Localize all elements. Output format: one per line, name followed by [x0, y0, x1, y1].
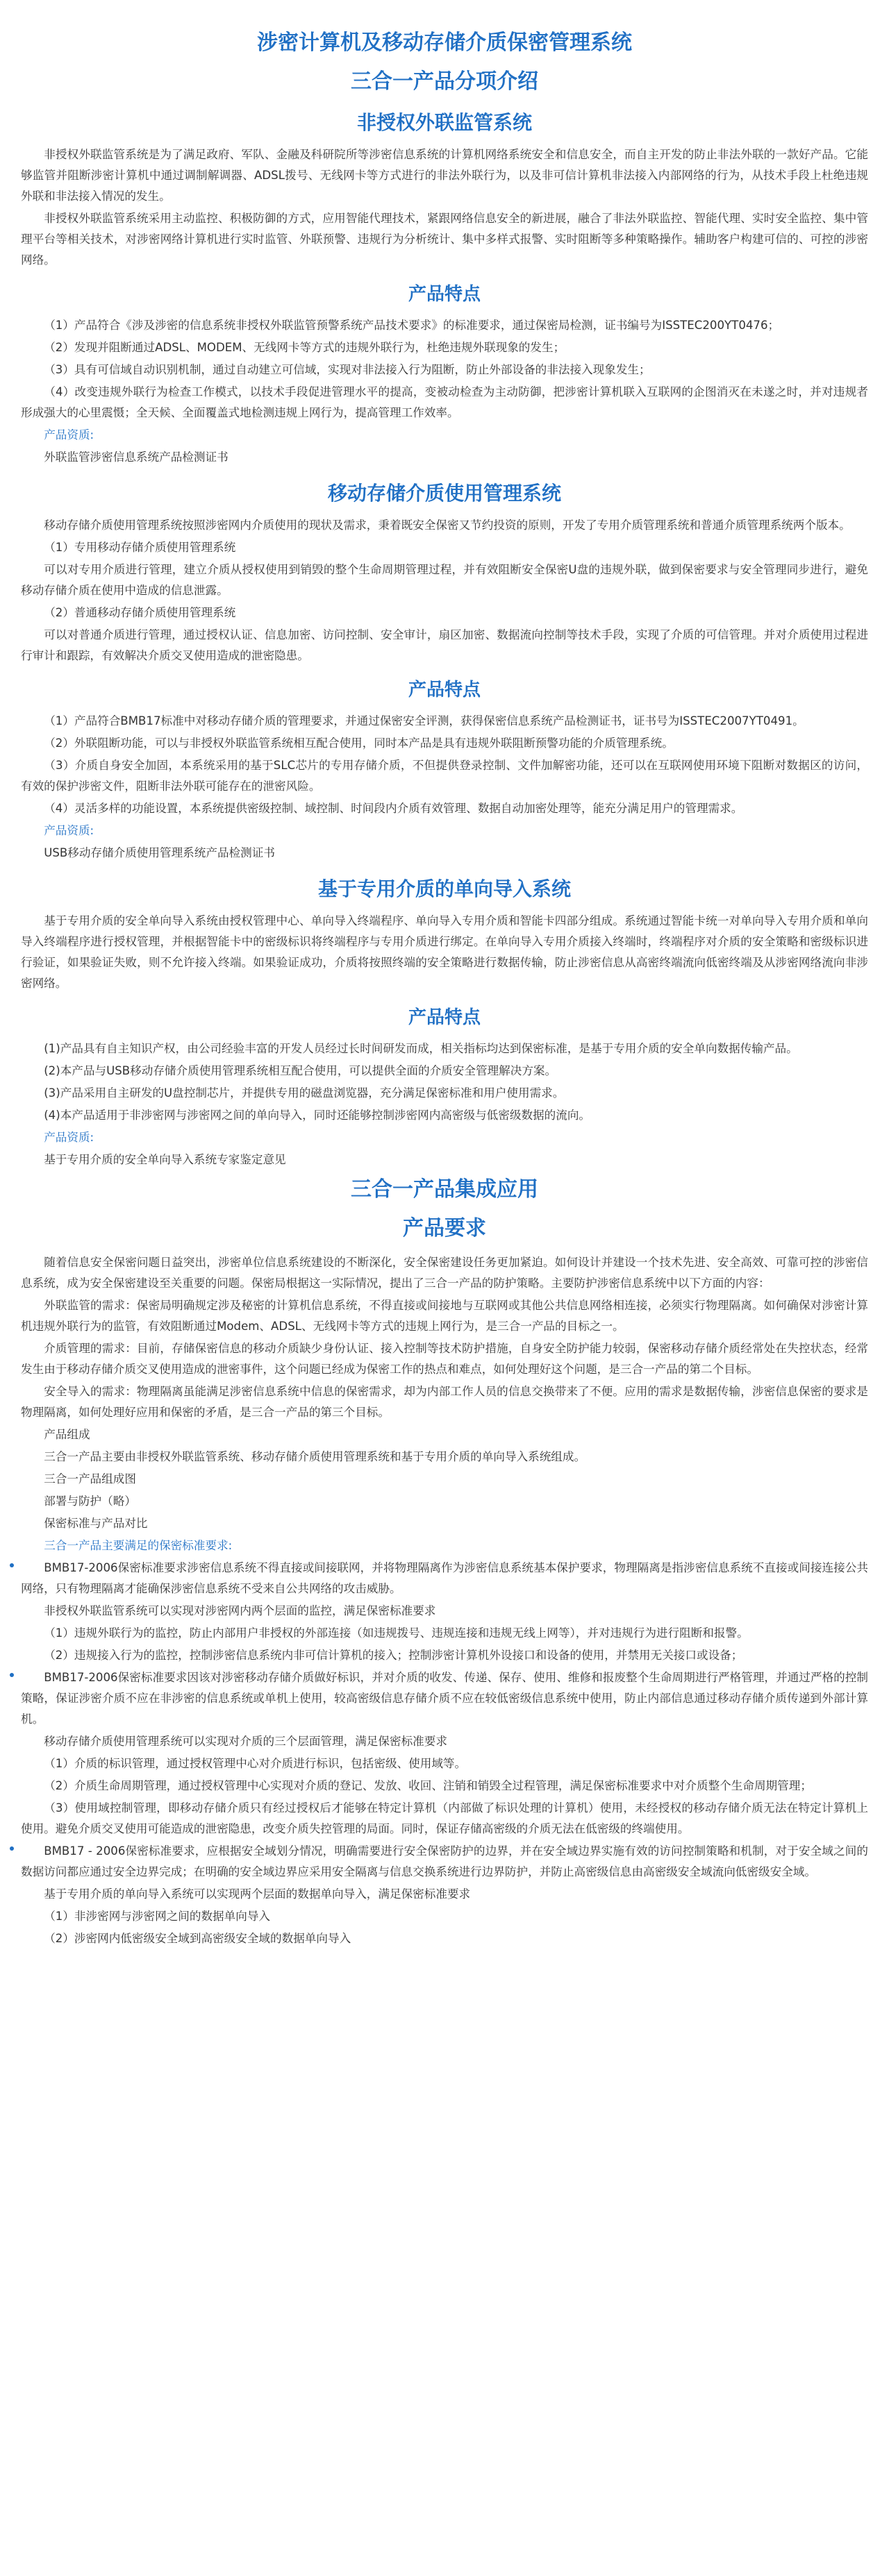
standard-paragraph: 非授权外联监管系统可以实现对涉密网内两个层面的监控，满足保密标准要求 [44, 1604, 436, 1617]
feature-heading: 产品特点 [408, 1007, 481, 1028]
feature-item: （1）产品符合《涉及涉密的信息系统非授权外联监管预警系统产品技术要求》的标准要求，通过保密局检测，证书编号为ISSTEC200YT0476； [44, 319, 780, 332]
paragraph: 随着信息安全保密问题日益突出，涉密单位信息系统建设的不断深化，安全保密建设任务更加紧迫。如何设计并建设一个技术先进、安全高效、可靠可控的涉密信息系统，成为安全保密建设至关重要的问题。保密局根据这一实际情况，提出了三合一产品的防护策略。主要防护涉密信息系统中以下方面的内容： [21, 1256, 868, 1290]
qualification-text: 外联监管涉密信息系统产品检测证书 [44, 451, 229, 464]
standard-paragraph: （2）涉密网内低密级安全域到高密级安全域的数据单向导入 [44, 1932, 351, 1945]
feature-item: （3）介质自身安全加固，本系统采用的基于SLC芯片的专用存储介质，不但提供登录控制、文件加解密功能，还可以在互联网使用环境下阻断对数据区的访问，有效的保护涉密文件，阻断非法外联可能存在的泄密风险。 [21, 759, 868, 793]
paragraph: 可以对普通介质进行管理，通过授权认证、信息加密、访问控制、安全审计，扇区加密、数据流向控制等技术手段，实现了介质的可信管理。并对介质使用过程进行审计和跟踪，有效解决介质交叉使用造成的泄密隐患。 [21, 628, 868, 662]
section-heading-external-monitor: 非授权外联监管系统 [356, 111, 532, 134]
standard-paragraph: 基于专用介质的单向导入系统可以实现两个层面的数据单向导入，满足保密标准要求 [44, 1887, 471, 1901]
feature-item: （4）改变违规外联行为检查工作模式，以技术手段促进管理水平的提高，变被动检查为主动防御，把涉密计算机联入互联网的企图消灭在未遂之时，并对违规者形成强大的心里震慑；全天候、全面覆盖式地检测违规上网行为，提高管理工作效率。 [21, 385, 868, 419]
version-label: （2）普通移动存储介质使用管理系统 [44, 606, 236, 619]
paragraph: 基于专用介质的安全单向导入系统由授权管理中心、单向导入终端程序、单向导入专用介质和智能卡四部分组成。系统通过智能卡统一对单向导入专用介质和单向导入终端程序进行授权管理，并根据智能卡中的密级标识将终端程序与专用介质进行绑定。在单向导入专用介质接入终端时，终端程序对介质的安全策略和密级标识进行验证，如果验证失败，则不允许接入终端。如果验证成功，介质将按照终端的安全策略进行数据传输，防止涉密信息从高密终端流向低密终端及从涉密网络流向非涉密网络。 [21, 914, 868, 990]
line-item: 三合一产品主要由非授权外联监管系统、移动存储介质使用管理系统和基于专用介质的单向导入系统组成。 [44, 1450, 586, 1463]
standard-paragraph: （1）介质的标识管理，通过授权管理中心对介质进行标识，包括密级、使用域等。 [44, 1757, 467, 1770]
qualification-text: 基于专用介质的安全单向导入系统专家鉴定意见 [44, 1153, 286, 1166]
section-heading-integration: 三合一产品集成应用 [351, 1177, 538, 1202]
standard-paragraph: BMB17 - 2006保密标准要求，应根据安全域划分情况，明确需要进行安全保密防护的边界，并在安全域边界实施有效的访问控制策略和机制，对于安全域之间的数据访问都应通过安全边界完成；在明确的安全域边界应采用安全隔离与信息交换系统进行边界防护，并防止高密级信息由高密级安全域流向低密级安全域。 [21, 1841, 868, 1883]
feature-item: （3）具有可信域自动识别机制，通过自动建立可信域，实现对非法接入行为阻断，防止外部设备的非法接入现象发生； [44, 363, 651, 376]
feature-item: (4)本产品适用于非涉密网与涉密网之间的单向导入，同时还能够控制涉密网内高密级与低密级数据的流向。 [44, 1109, 591, 1122]
paragraph: 移动存储介质使用管理系统按照涉密网内介质使用的现状及需求，秉着既安全保密又节约投资的原则，开发了专用介质管理系统和普通介质管理系统两个版本。 [44, 519, 851, 532]
feature-item: （2）外联阻断功能，可以与非授权外联监管系统相互配合使用，同时本产品是具有违规外联阻断预警功能的介质管理系统。 [44, 736, 674, 750]
qualification-label: 产品资质: [44, 1131, 94, 1144]
line-item: 三合一产品组成图 [44, 1472, 136, 1485]
feature-item: （1）产品符合BMB17标准中对移动存储介质的管理要求，并通过保密安全评测，获得保密信息系统产品检测证书，证书号为ISSTEC2007YT0491。 [44, 714, 804, 727]
document-page [21, 0, 868, 1971]
paragraph: 安全导入的需求：物理隔离虽能满足涉密信息系统中信息的保密需求，却为内部工作人员的信息交换带来了不便。应用的需求是数据传输，涉密信息保密的要求是物理隔离，如何处理好应用和保密的矛盾，是三合一产品的第三个目标。 [21, 1385, 868, 1419]
paragraph: 外联监管的需求：保密局明确规定涉及秘密的计算机信息系统，不得直接或间接地与互联网或其他公共信息网络相连接，必须实行物理隔离。如何确保对涉密计算机违规外联行为的监管，有效阻断通过Modem、ADSL、无线网卡等方式的违规上网行为，是三合一产品的目标之一。 [21, 1299, 868, 1333]
paragraph: 可以对专用介质进行管理，建立介质从授权使用到销毁的整个生命周期管理过程，并有效阻断安全保密U盘的违规外联，做到保密要求与安全管理同步进行，避免移动存储介质在使用中造成的信息泄露。 [21, 563, 868, 597]
version-label: （1）专用移动存储介质使用管理系统 [44, 541, 236, 554]
standard-paragraph: （1）违规外联行为的监控，防止内部用户非授权的外部连接（如违规拨号、违规连接和违规无线上网等），并对违规行为进行阻断和报警。 [44, 1626, 749, 1640]
standard-paragraph: （2）违规接入行为的监控，控制涉密信息系统内非可信计算机的接入；控制涉密计算机外设接口和设备的使用，并禁用无关接口或设备； [44, 1649, 743, 1662]
feature-heading: 产品特点 [408, 680, 481, 700]
standard-paragraph: BMB17-2006保密标准要求涉密信息系统不得直接或间接联网，并将物理隔离作为涉密信息系统基本保护要求，物理隔离是指涉密信息系统不直接或间接连接公共网络，只有物理隔离才能确保涉密信息系统不受来自公共网络的攻击威胁。 [21, 1558, 868, 1599]
feature-heading: 产品特点 [408, 284, 481, 305]
document-title: 涉密计算机及移动存储介质保密管理系统 [257, 31, 632, 55]
qualification-label: 产品资质: [44, 428, 94, 441]
standard-paragraph: 移动存储介质使用管理系统可以实现对介质的三个层面管理，满足保密标准要求 [44, 1735, 447, 1748]
line-item: 产品组成 [44, 1428, 90, 1441]
section-heading-media-management: 移动存储介质使用管理系统 [327, 482, 561, 505]
qualification-text: USB移动存储介质使用管理系统产品检测证书 [44, 846, 275, 859]
line-item: 保密标准与产品对比 [44, 1517, 148, 1530]
feature-item: （2）发现并阻断通过ADSL、MODEM、无线网卡等方式的违规外联行为，杜绝违规外联现象的发生； [44, 341, 565, 354]
section-subheading-requirements: 产品要求 [403, 1216, 486, 1240]
paragraph: 非授权外联监管系统采用主动监控、积极防御的方式，应用智能代理技术，紧跟网络信息安全的新进展，融合了非法外联监控、智能代理、实时安全监控、集中管理平台等相关技术，对涉密网络计算机进行实时监管、外联预警、违规行为分析统计、集中多样式报警、实时阻断等多种策略操作。辅助客户构建可信的、可控的涉密网络。 [21, 212, 868, 267]
paragraph: 介质管理的需求：目前，存储保密信息的移动介质缺少身份认证、接入控制等技术防护措施，自身安全防护能力较弱，保密移动存储介质经常处在失控状态，经常发生由于移动存储介质交叉使用造成的泄密事件，这个问题已经成为保密工作的热点和难点，如何处理好这个问题，是三合一产品的第二个目标。 [21, 1342, 868, 1376]
standard-paragraph: （3）使用域控制管理，即移动存储介质只有经过授权后才能够在特定计算机（内部做了标识处理的计算机）使用，未经授权的移动存储介质无法在特定计算机上使用。避免介质交叉使用可能造成的泄密隐患，改变介质失控管理的局面。同时，保证存储高密级的介质无法在低密级的终端使用。 [21, 1801, 868, 1835]
standard-paragraph: （2）介质生命周期管理，通过授权管理中心实现对介质的登记、发放、收回、注销和销毁全过程管理，满足保密标准要求中对介质整个生命周期管理； [44, 1779, 812, 1792]
feature-item: (3)产品采用自主研发的U盘控制芯片，并提供专用的磁盘浏览器，充分满足保密标准和用户使用需求。 [44, 1086, 565, 1100]
section-heading-one-way-import: 基于专用介质的单向导入系统 [317, 877, 571, 900]
standard-paragraph: BMB17-2006保密标准要求因该对涉密移动存储介质做好标识，并对介质的收发、传递、保存、使用、维修和报废整个生命周期进行严格管理，并通过严格的控制策略，保证涉密介质不应在非涉密的信息系统或单机上使用，较高密级信息存储介质不应在较低密级信息系统中使用，防止内部信息通过移动存储介质传递到外部计算机。 [21, 1667, 868, 1730]
feature-item: （4）灵活多样的功能设置，本系统提供密级控制、域控制、时间段内介质有效管理、数据自动加密处理等，能充分满足用户的管理需求。 [44, 802, 743, 815]
document-subtitle: 三合一产品分项介绍 [351, 69, 538, 94]
feature-item: (2)本产品与USB移动存储介质使用管理系统相互配合使用，可以提供全面的介质安全管理解决方案。 [44, 1064, 557, 1077]
feature-item: (1)产品具有自主知识产权，由公司经验丰富的开发人员经过长时间研发而成，相关指标均达到保密标准，是基于专用介质的安全单向数据传输产品。 [44, 1042, 798, 1055]
paragraph: 非授权外联监管系统是为了满足政府、军队、金融及科研院所等涉密信息系统的计算机网络系统安全和信息安全，而自主开发的防止非法外联的一款好产品。它能够监管并阻断涉密计算机中通过调制解调器、ADSL拨号、无线网卡等方式进行的非法外联行为，以及非可信计算机非法接入内部网络的行为，从技术手段上杜绝违规外联和非法接入情况的发生。 [21, 148, 868, 203]
qualification-label: 产品资质: [44, 824, 94, 837]
standard-paragraph: （1）非涉密网与涉密网之间的数据单向导入 [44, 1910, 271, 1923]
standard-label: 三合一产品主要满足的保密标准要求: [44, 1539, 233, 1552]
line-item: 部署与防护（略） [44, 1495, 136, 1508]
